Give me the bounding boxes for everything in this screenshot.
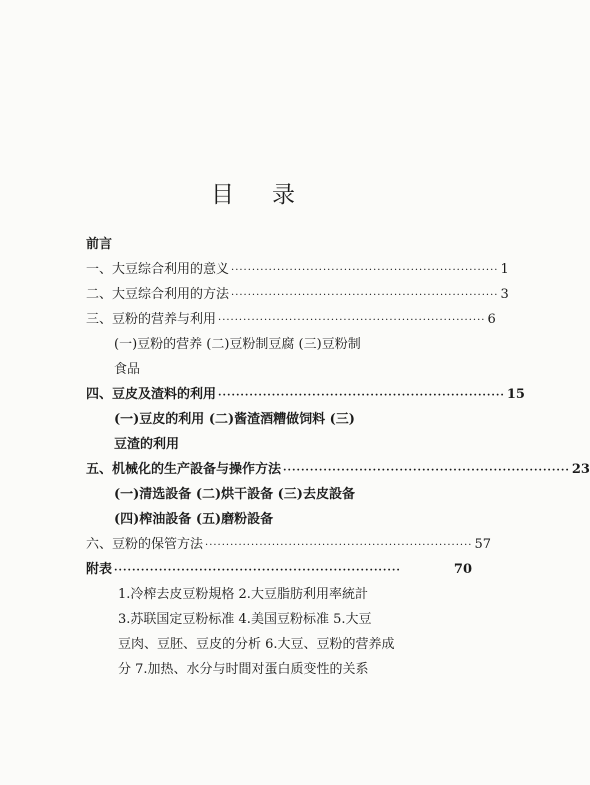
- toc-entry-label: 附表: [86, 562, 113, 577]
- toc-subentry: (一)清选設备 (二)烘干設备 (三)去皮設备: [114, 487, 355, 502]
- toc-entry-page: 70: [453, 562, 472, 577]
- toc-subentry: 食品: [114, 362, 141, 377]
- appendix-line: 1.冷榨去皮豆粉規格 2.大豆脂肪利用率統計: [118, 587, 368, 602]
- toc-entry-6[interactable]: [86, 532, 491, 557]
- leader-dots: ································································: [205, 540, 473, 551]
- page-title: 目录: [211, 182, 333, 208]
- leader-dots: ································································: [218, 315, 486, 326]
- toc-subentry: 豆渣的利用: [114, 437, 180, 452]
- toc-appendix[interactable]: [86, 557, 472, 582]
- leader-dots: ································································: [231, 265, 499, 276]
- leader-dots: ································································: [231, 290, 499, 301]
- toc-subentry: (一)豆皮的利用 (二)酱渣酒糟做饲料 (三): [114, 412, 355, 427]
- leader-dots: ································································: [218, 390, 505, 401]
- appendix-line: 3.苏联国定豆粉标准 4.美国豆粉标准 5.大豆: [118, 612, 372, 627]
- preface-heading: [86, 232, 472, 257]
- toc-entry-page: 6: [487, 312, 496, 327]
- toc-entry-page: 3: [500, 287, 509, 302]
- toc-entry-label: 二、大豆综合利用的方法: [86, 287, 230, 302]
- toc-entry-label: 一、大豆综合利用的意义: [86, 262, 230, 277]
- appendix-line: 分 7.加热、水分与时間对蛋白质变性的关系: [118, 662, 369, 677]
- toc-subentry: (四)榨油設备 (五)磨粉設备: [114, 512, 274, 527]
- toc: [86, 232, 590, 682]
- toc-entry-label: 五、机械化的生产設备与操作方法: [86, 462, 282, 477]
- toc-entry-label: 三、豆粉的营养与利用: [86, 312, 217, 327]
- toc-entry-3[interactable]: [86, 307, 496, 332]
- toc-entry-label: 四、豆皮及渣料的利用: [86, 387, 217, 402]
- toc-entry-page: 23: [571, 462, 590, 477]
- appendix-line: 豆肉、豆胚、豆皮的分析 6.大豆、豆粉的营养成: [118, 637, 395, 652]
- leader-dots: ································································: [283, 465, 570, 476]
- toc-entry-label: 六、豆粉的保管方法: [86, 537, 204, 552]
- toc-entry-4[interactable]: [86, 382, 525, 407]
- toc-entry-1[interactable]: [86, 257, 509, 282]
- toc-entry-page: 57: [474, 537, 491, 552]
- preface-label: 前言: [86, 237, 113, 252]
- leader-dots: ································································: [114, 565, 401, 576]
- toc-entry-page: 1: [500, 262, 509, 277]
- toc-subentry: (一)豆粉的营养 (二)豆粉制豆腐 (三)豆粉制: [114, 337, 361, 352]
- toc-entry-5[interactable]: [86, 457, 590, 482]
- toc-entry-page: 15: [506, 387, 525, 402]
- toc-entry-2[interactable]: [86, 282, 509, 307]
